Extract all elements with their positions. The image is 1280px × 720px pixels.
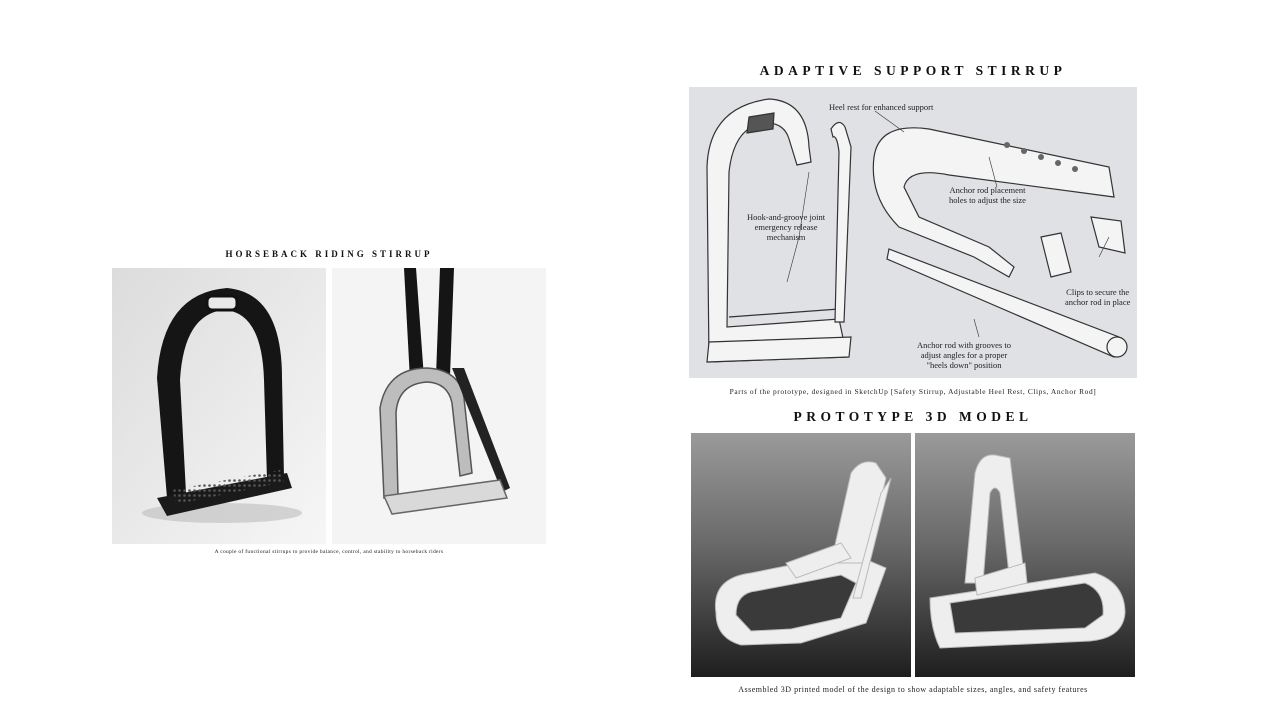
label-heel-rest: Heel rest for enhanced support xyxy=(829,102,934,112)
left-caption: A couple of functional stirrups to provide balance, control, and stability to horseback riders xyxy=(214,549,444,555)
label-hook-groove: Hook-and-groove joint emergency release mechanism xyxy=(747,212,826,242)
photo-prototype-angled xyxy=(691,433,911,677)
sketchup-parts-diagram xyxy=(689,87,1137,378)
label-clips: Clips to secure the anchor rod in place xyxy=(1065,287,1131,307)
section-title-prototype: PROTOTYPE 3D MODEL xyxy=(793,409,1033,424)
label-anchor-holes: Anchor rod placement holes to adjust the size xyxy=(949,185,1026,205)
section-title-horseback-stirrup: HORSEBACK RIDING STIRRUP xyxy=(225,249,433,259)
diagram-caption: Parts of the prototype, designed in SketchUp [Safety Stirrup, Adjustable Heel Rest, Clips, Anchor Rod] xyxy=(729,387,1097,396)
photo-prototype-side xyxy=(915,433,1135,677)
section-title-adaptive-stirrup: ADAPTIVE SUPPORT STIRRUP xyxy=(759,63,1067,78)
photo-steel-stirrup xyxy=(332,268,546,544)
prototype-caption: Assembled 3D printed model of the design to show adaptable sizes, angles, and safety features xyxy=(738,685,1088,694)
label-anchor-rod: Anchor rod with grooves to adjust angles for a proper "heels down" position xyxy=(917,340,1011,370)
photo-black-stirrup xyxy=(112,268,326,544)
